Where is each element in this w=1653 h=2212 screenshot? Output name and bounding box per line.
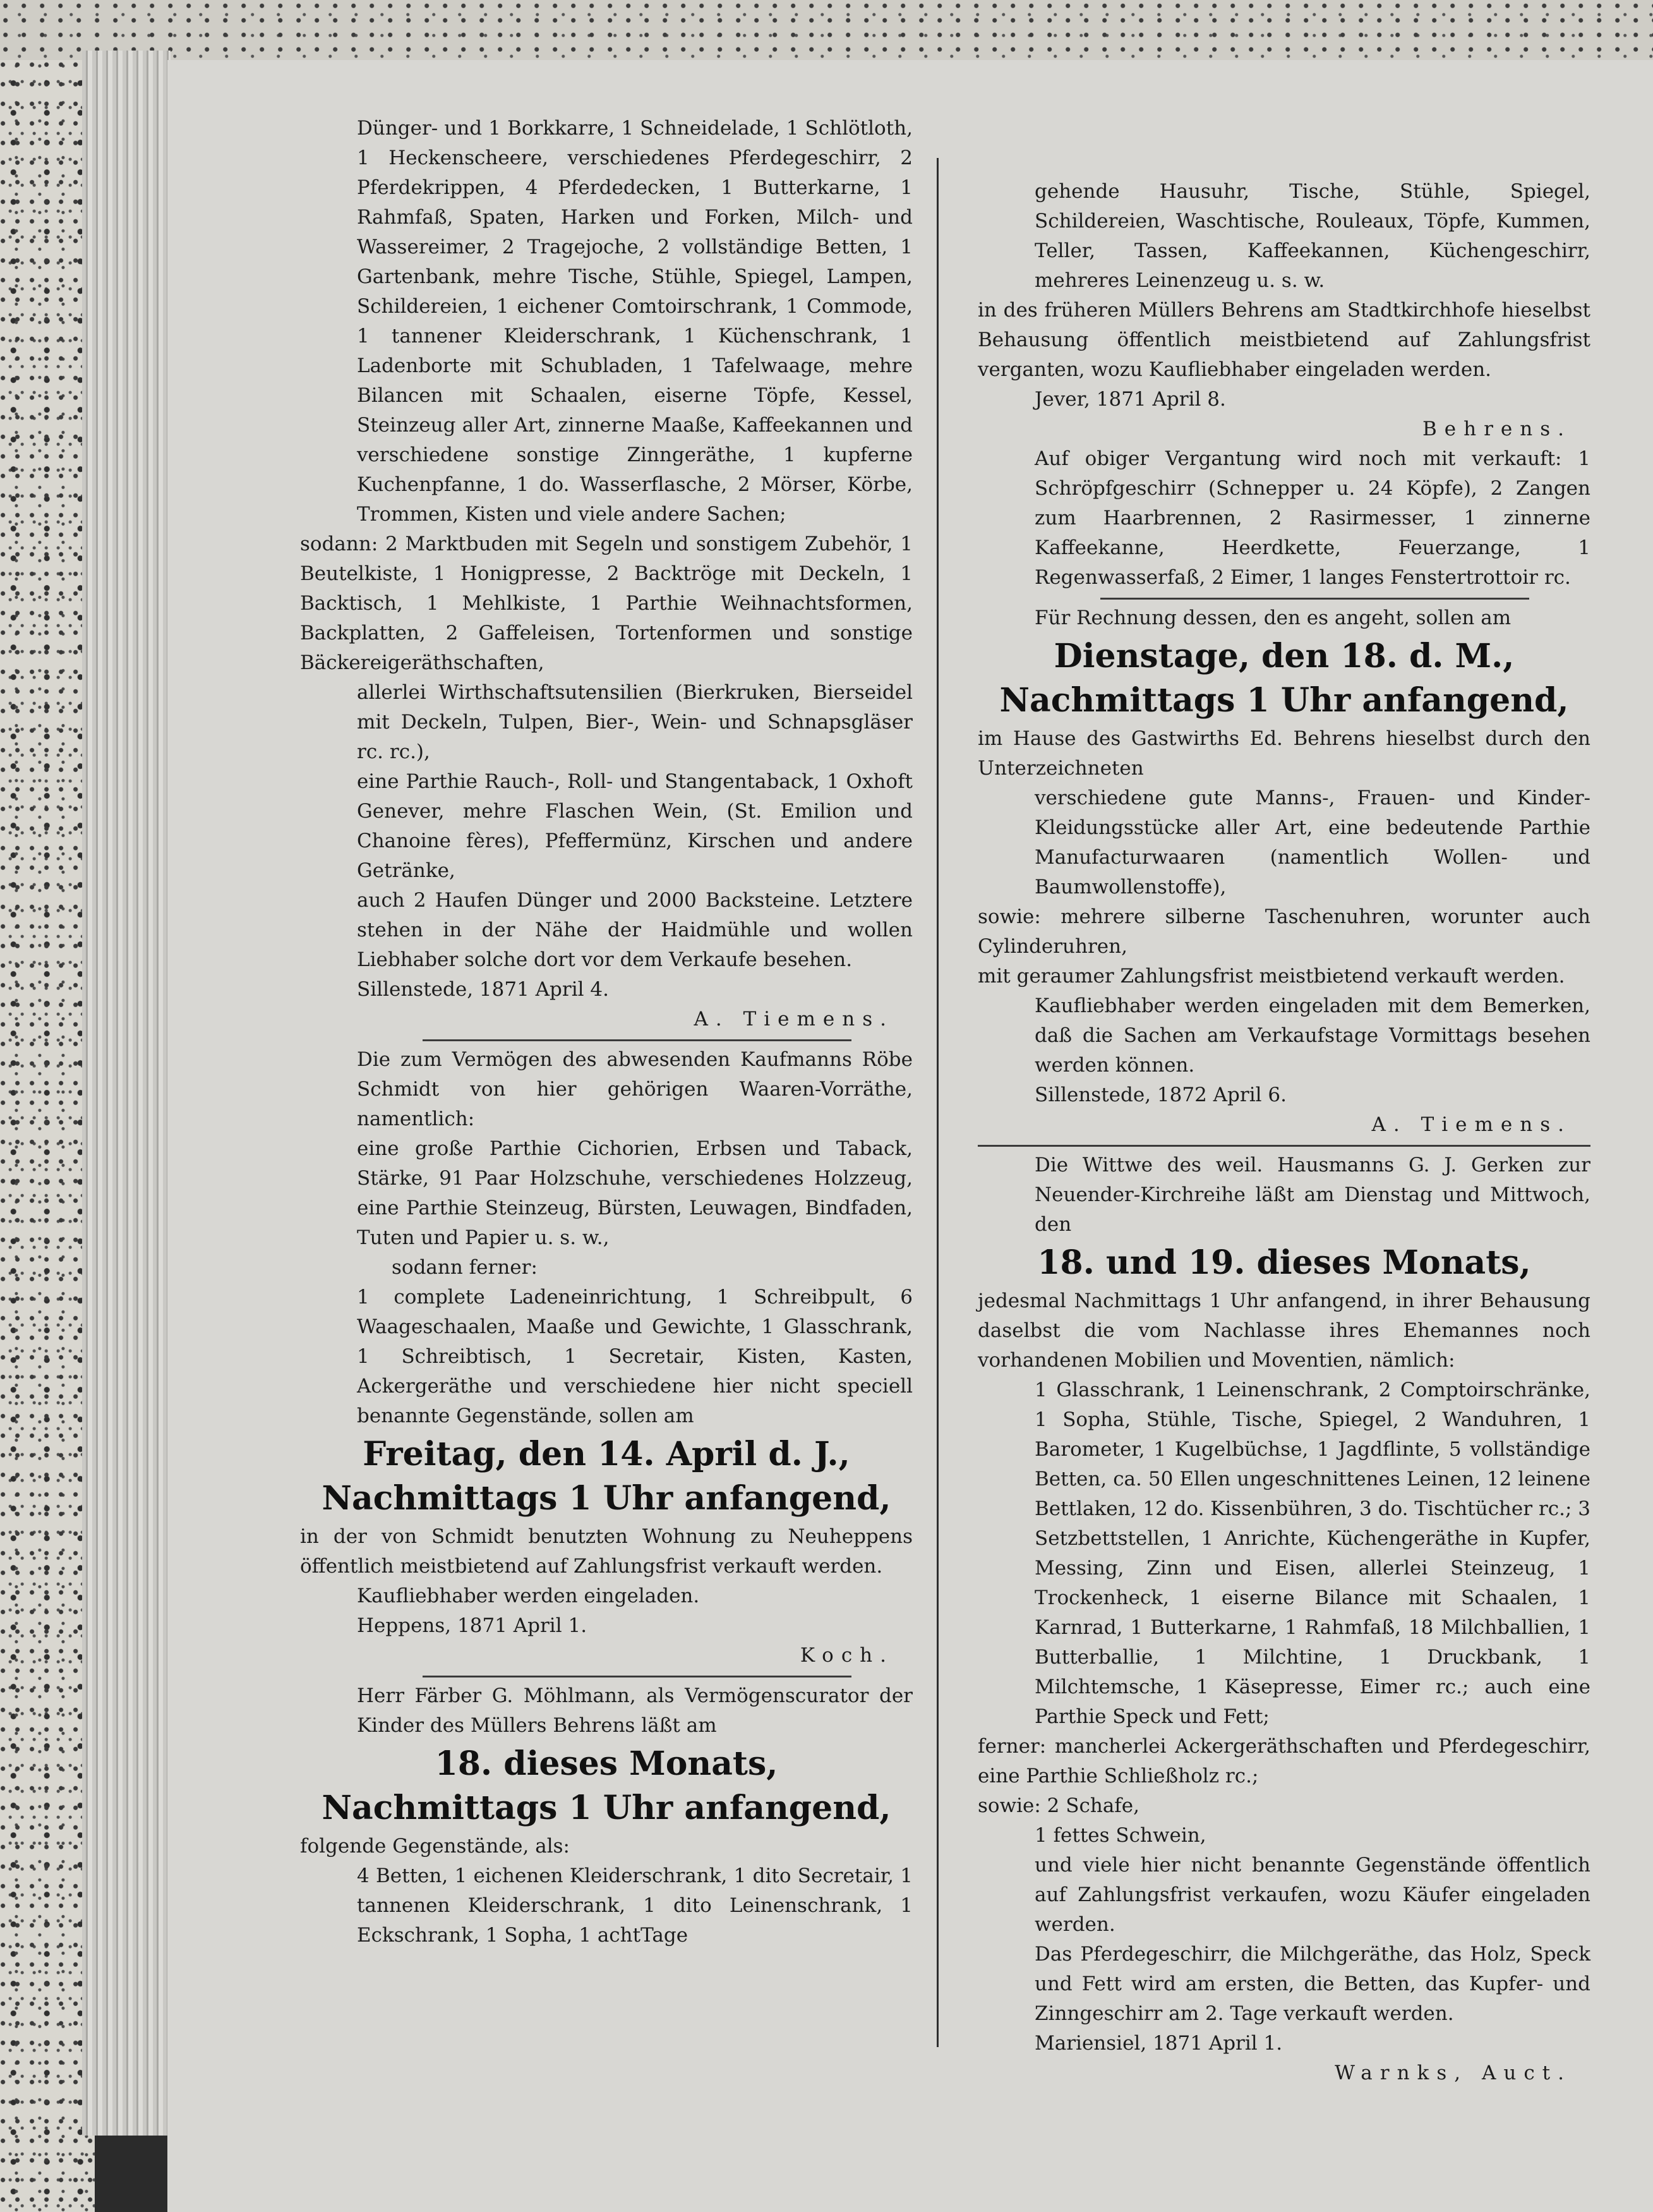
sodann-text: 2 Marktbuden mit Segeln und sonstigem Zubehör, 1 Beutelkiste, 1 Honigpresse, 2 Backtröge mit Deckeln, 1 Backtisch, 1 Mehlkiste, 1 Parthie Weihnachtsformen, Backplatten, 2 Gaffeleisen, Tortenformen und sonstige Bäckereigeräthschaften,	[300, 533, 913, 674]
ad-gerken	[978, 1151, 1590, 2088]
ad-body: mit geraumer Zahlungsfrist meistbietend verkauft werden.	[978, 965, 1565, 988]
ad-tiemens-1	[300, 114, 913, 1034]
ad-intro: Die Wittwe des weil. Hausmanns G. J. Gerken zur Neuender-Kirchreihe läßt am Dienstag und Mittwoch, den	[1035, 1154, 1590, 1236]
ad-signature: Warnks, Auct.	[1335, 2062, 1572, 2084]
sowie-label: sowie:	[978, 905, 1041, 928]
ad-sowie	[978, 1791, 1590, 1821]
separator-rule	[1100, 598, 1529, 600]
board-edge	[0, 0, 95, 2212]
ad-intro: Für Rechnung dessen, den es angeht, sollen am	[1035, 607, 1512, 629]
sowie-text: mehrere silberne Taschenuhren, worunter auch Cylinderuhren,	[978, 905, 1590, 958]
right-column	[978, 177, 1590, 2088]
ad-closing: und viele hier nicht benannte Gegenstände öffentlich auf Zahlungsfrist verkaufen, wozu Käufer eingeladen werden.	[1035, 1854, 1590, 1936]
ferner-text: mancherlei Ackergeräthschaften und Pferdegeschirr, eine Parthie Schließholz rc.;	[978, 1735, 1590, 1787]
left-column	[300, 114, 913, 1950]
ad-items: 1 Glasschrank, 1 Leinenschrank, 2 Comptoirschränke, 1 Sopha, Stühle, Tische, Spiegel, 2 Wanduhren, 1 Barometer, 1 Kugelbüchse, 1 Jagdflinte, 5 vollständige Betten, ca. 50 Ellen ungeschnittenes Leinen, 12 leinene Bettlaken, 12 do. Kissenbühren, 3 do. Tischtücher rc.; 3 Setzbettstellen, 1 Anrichte, Küchengeräthe in Kupfer, Messing, Zinn und Eisen, allerlei Steinzeug, 1 Trockenheck, 1 eiserne Bilance mit Schaalen, 1 Karnrad, 1 Butterkarne, 1 Rahmfaß, 18 Milchballien, 1 Butterballie, 1 Milchtine, 1 Druckbank, 1 Milchtemsche, 1 Käsepresse, Eimer rc.; auch eine Parthie Speck und Fett;	[1035, 1379, 1590, 1728]
ad-date: Mariensiel, 1871 April 1.	[1035, 2032, 1283, 2055]
ad-signature: Behrens.	[1422, 418, 1572, 440]
column-divider	[937, 158, 939, 2047]
ad-signature: A. Tiemens.	[1371, 1113, 1572, 1136]
separator-rule	[423, 1676, 851, 1677]
ad-sodann: sodann ferner:	[392, 1256, 538, 1279]
ad-items: verschiedene gute Manns-, Frauen- und Kinder-Kleidungsstücke aller Art, eine bedeutende Parthie Manufacturwaaren (namentlich Wollen- und Baumwollenstoffe),	[1035, 787, 1590, 898]
ad-signature: Koch.	[800, 1644, 894, 1667]
ad-headline: Nachmittags 1 Uhr anfangend,	[322, 1479, 891, 1518]
ad-headline: Nachmittags 1 Uhr anfangend,	[999, 681, 1569, 720]
ad-schmidt	[300, 1045, 913, 1671]
ad-date: Jever, 1871 April 8.	[1035, 388, 1226, 411]
ad-headline: Nachmittags 1 Uhr anfangend,	[322, 1789, 891, 1827]
board-top-edge	[0, 0, 1653, 60]
ad-body: im Hause des Gastwirths Ed. Behrens hieselbst durch den Unterzeichneten	[978, 727, 1590, 780]
ad-intro: Die zum Vermögen des abwesenden Kaufmanns Röbe Schmidt von hier gehörigen Waaren-Vorräthe, namentlich:	[357, 1048, 913, 1130]
ad-body: in der von Schmidt benutzten Wohnung zu Neuheppens öffentlich meistbietend auf Zahlungsfrist verkauft werden.	[300, 1525, 913, 1578]
ad-items: 1 fettes Schwein,	[1035, 1824, 1206, 1847]
sowie-text: 2 Schafe,	[1047, 1794, 1139, 1817]
ad-addendum: Auf obiger Vergantung wird noch mit verkauft: 1 Schröpfgeschirr (Schnepper u. 24 Köpfe), 2 Zangen zum Haarbrennen, 2 Rasirmesser, 1 zinnerne Kaffeekanne, Heerdkette, Feuerzange, 1 Regenwasserfaß, 2 Eimer, 1 langes Fenstertrottoir rc.	[1035, 447, 1590, 589]
ad-items: gehende Hausuhr, Tische, Stühle, Spiegel, Schildereien, Waschtische, Rouleaux, Töpfe, Kummen, Teller, Tassen, Kaffeekannen, Küchengeschirr, mehreres Leinenzeug u. s. w.	[1035, 180, 1590, 292]
ad-sodann	[300, 529, 913, 678]
ad-items: eine Parthie Rauch-, Roll- und Stangentaback, 1 Oxhoft Genever, mehre Flaschen Wein, (St. Emilion und Chanoine fères), Pfeffermünz, Kirschen und andere Getränke,	[357, 770, 913, 882]
ad-lead: folgende Gegenstände, als:	[300, 1835, 570, 1858]
ad-invite: Kaufliebhaber werden eingeladen mit dem Bemerken, daß die Sachen am Verkaufstage Vormittags besehen werden können.	[1035, 994, 1590, 1077]
ad-date: Sillenstede, 1871 April 4.	[357, 978, 609, 1001]
ad-headline: Freitag, den 14. April d. J.,	[363, 1435, 850, 1473]
ad-sowie	[978, 902, 1590, 962]
page-stack-edges	[82, 51, 171, 2136]
ad-items: Dünger- und 1 Borkkarre, 1 Schneidelade, 1 Schlötloth, 1 Heckenscheere, verschiedenes Pferdegeschirr, 2 Pferdekrippen, 4 Pferdedecken, 1 Butterkarne, 1 Rahmfaß, Spaten, Harken und Forken, Milch- und Wassereimer, 2 Tragejoche, 2 vollständige Betten, 1 Gartenbank, mehre Tische, Stühle, Spiegel, Lampen, Schildereien, 1 eichener Comtoirschrank, 1 Commode, 1 tannener Kleiderschrank, 1 Küchenschrank, 1 Ladenborte mit Schubladen, 1 Tafelwaage, mehre Bilancen mit Schaalen, eiserne Töpfe, Kessel, Steinzeug aller Art, zinnerne Maaße, Kaffeekannen und verschiedene sonstige Zinngeräthe, 1 kupferne Kuchenpfanne, 1 do. Wasserflasche, 2 Mörser, Körbe, Trommen, Kisten und viele andere Sachen;	[357, 117, 913, 526]
ad-invite: Kaufliebhaber werden eingeladen.	[357, 1585, 700, 1607]
ad-items: 1 complete Ladeneinrichtung, 1 Schreibpult, 6 Waageschaalen, Maaße und Gewichte, 1 Glasschrank, 1 Schreibtisch, 1 Secretair, Kisten, Kasten, Ackergeräthe und verschiedene hier nicht speciell benannte Gegenstände, sollen am	[357, 1286, 913, 1427]
ad-items: auch 2 Haufen Dünger und 2000 Backsteine. Letztere stehen in der Nähe der Haidmühle und wollen Liebhaber solche dort vor dem Verkaufe besehen.	[357, 889, 913, 971]
sowie-label: sowie:	[978, 1794, 1041, 1817]
ad-note: Das Pferdegeschirr, die Milchgeräthe, das Holz, Speck und Fett wird am ersten, die Betten, das Kupfer- und Zinngeschirr am 2. Tage verkauft werden.	[1035, 1943, 1590, 2025]
ad-behrens	[978, 177, 1590, 593]
ad-body: in des früheren Müllers Behrens am Stadtkirchhofe hieselbst Behausung öffentlich meistbietend auf Zahlungsfrist verganten, wozu Kaufliebhaber eingeladen werden.	[978, 299, 1590, 381]
ad-ferner	[978, 1732, 1590, 1791]
ad-intro: Herr Färber G. Möhlmann, als Vermögenscurator der Kinder des Müllers Behrens läßt am	[357, 1684, 913, 1737]
ad-items: allerlei Wirthschaftsutensilien (Bierkruken, Bierseidel mit Deckeln, Tulpen, Bier-, Wein- und Schnapsgläser rc. rc.),	[357, 681, 913, 763]
ferner-label: ferner:	[978, 1735, 1047, 1758]
ad-headline: Dienstage, den 18. d. M.,	[1054, 637, 1515, 675]
ad-tiemens-2	[978, 603, 1590, 1140]
ad-headline: 18. dieses Monats,	[435, 1744, 778, 1783]
ad-date: Heppens, 1871 April 1.	[357, 1614, 587, 1637]
sodann-label: sodann:	[300, 533, 378, 555]
ad-moehlmann	[300, 1681, 913, 1950]
ad-headline: 18. und 19. dieses Monats,	[1037, 1243, 1531, 1282]
ad-items: 4 Betten, 1 eichenen Kleiderschrank, 1 dito Secretair, 1 tannenen Kleiderschrank, 1 dito Leinenschrank, 1 Eckschrank, 1 Sopha, 1 achtTage	[357, 1864, 913, 1947]
separator-rule	[423, 1039, 851, 1041]
ad-items: eine große Parthie Cichorien, Erbsen und Taback, Stärke, 91 Paar Holzschuhe, verschiedenes Holzzeug, eine Parthie Steinzeug, Bürsten, Leuwagen, Bindfaden, Tuten und Papier u. s. w.,	[357, 1137, 913, 1249]
ad-body: jedesmal Nachmittags 1 Uhr anfangend, in ihrer Behausung daselbst die vom Nachlasse ihres Ehemannes noch vorhandenen Mobilien und Moventien, nämlich:	[978, 1290, 1590, 1372]
ad-date: Sillenstede, 1872 April 6.	[1035, 1084, 1287, 1106]
separator-rule	[978, 1145, 1590, 1147]
ad-signature: A. Tiemens.	[694, 1008, 894, 1030]
